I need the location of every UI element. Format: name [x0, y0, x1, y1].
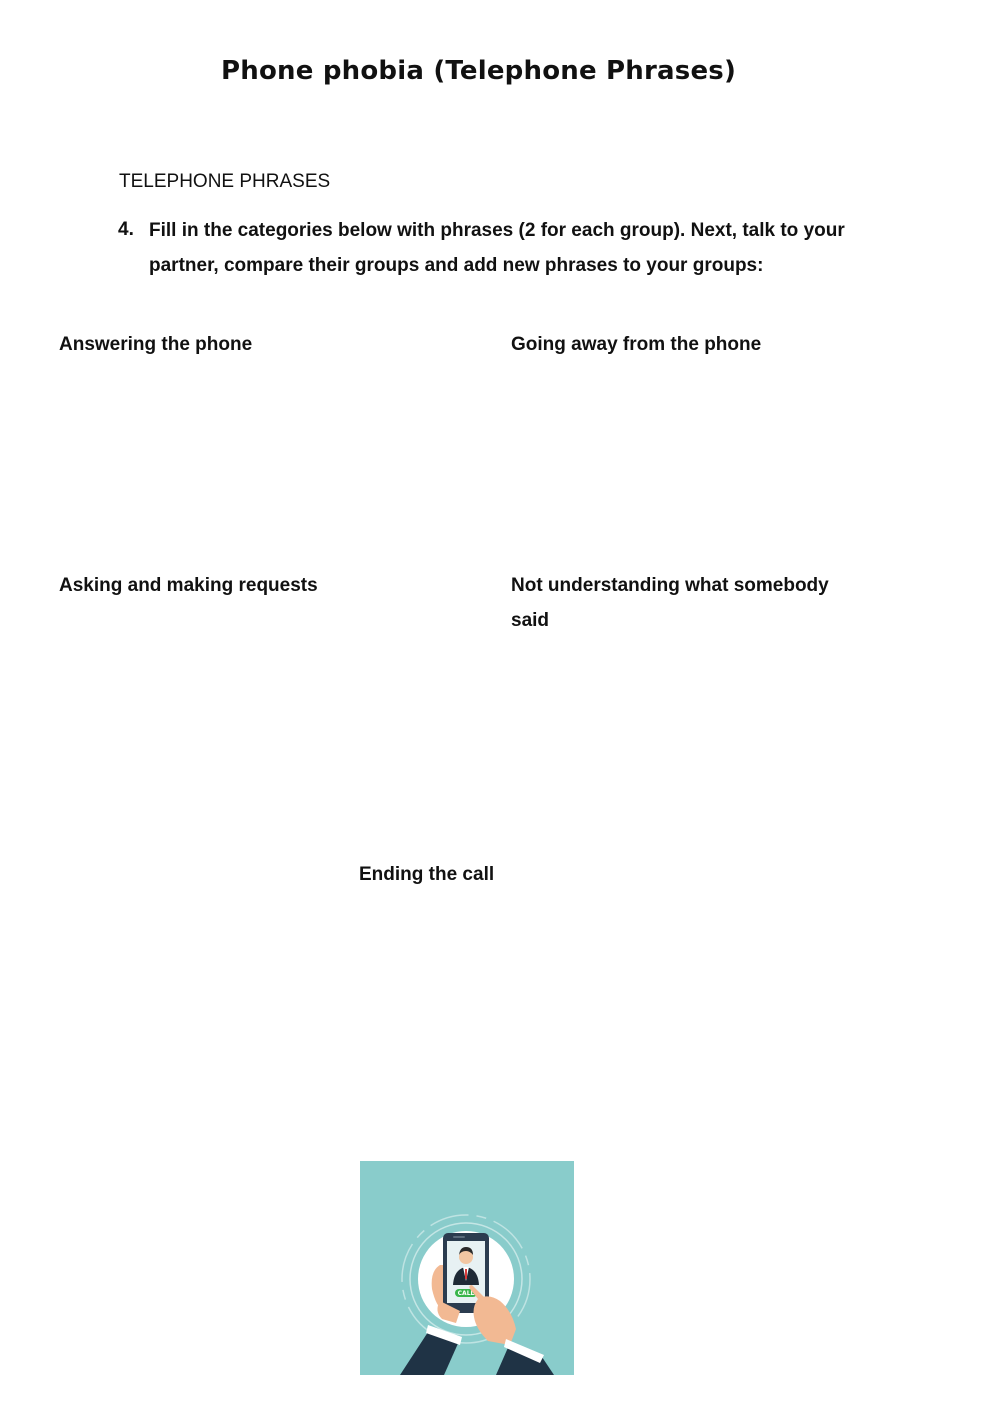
category-answering-the-phone: Answering the phone: [59, 334, 253, 355]
section-heading: TELEPHONE PHRASES: [119, 171, 331, 192]
category-asking-and-making-requests: Asking and making requests: [59, 575, 318, 596]
call-button-label: CALL: [457, 1290, 475, 1297]
page-title: Phone phobia (Telephone Phrases): [221, 56, 737, 86]
task-instructions: Fill in the categories below with phrases (2 for each group). Next, talk to your partner, compare their groups and add new phrases to your groups:: [149, 220, 845, 276]
category-not-understanding: Not understanding what somebody said: [511, 575, 829, 631]
category-ending-the-call: Ending the call: [359, 864, 495, 885]
category-going-away-from-phone: Going away from the phone: [511, 334, 762, 355]
phone-call-illustration-icon: [360, 1161, 574, 1375]
task-number: 4.: [118, 219, 134, 240]
